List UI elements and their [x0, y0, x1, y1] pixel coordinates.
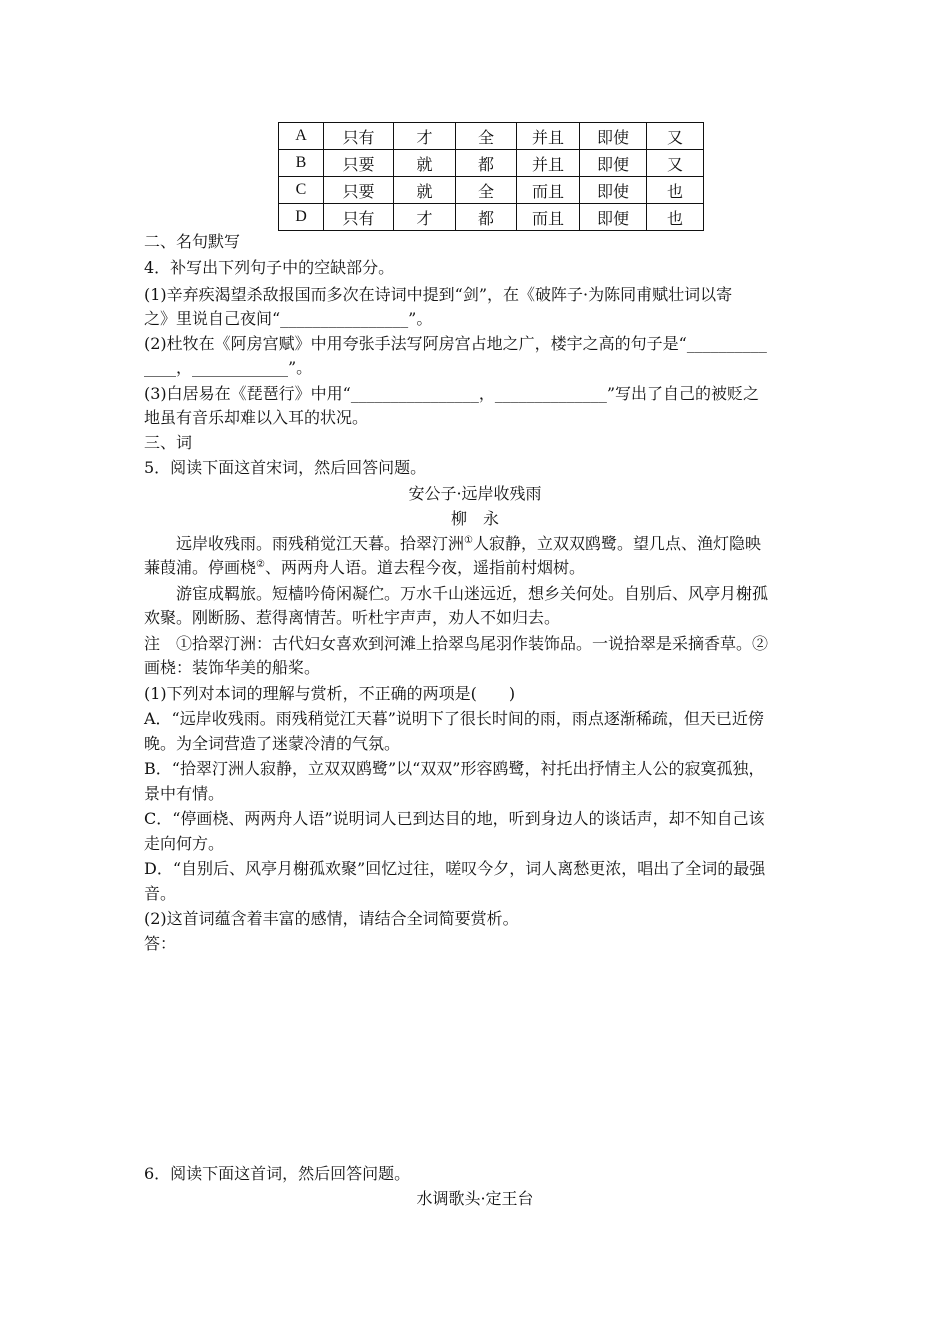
question-5-2: (2)这首词蕴含着丰富的感情，请结合全词简要赏析。	[144, 909, 519, 928]
note-line1: 注 ①拾翠汀洲：古代妇女喜欢到河滩上拾翠鸟尾羽作装饰品。一说拾翠是采摘香草。②	[144, 634, 769, 653]
question-6: 6．阅读下面这首词，然后回答问题。	[144, 1164, 411, 1183]
table-cell: 而且	[517, 177, 580, 204]
poem-text: 蒹葭浦。停画桡	[144, 558, 257, 577]
option-letter-cell: B	[279, 150, 324, 177]
poem-stanza1-line2	[144, 558, 585, 578]
footnote-marker-1: ①	[464, 535, 473, 546]
table-cell: 全	[456, 123, 517, 150]
table-cell: 都	[456, 204, 517, 231]
option-c-line2: 走向何方。	[144, 834, 225, 853]
option-d-line2: 音。	[144, 884, 177, 903]
option-a-line1: A．“远岸收残雨。雨残稍觉江天暮”说明下了很长时间的雨，雨点逐渐稀疏，但天已近傍	[144, 709, 764, 728]
table-cell: 并且	[517, 150, 580, 177]
table-cell: 就	[394, 177, 456, 204]
table-row	[279, 123, 704, 150]
note-line2: 画桡：装饰华美的船桨。	[144, 658, 321, 677]
table-cell: 又	[647, 123, 704, 150]
poem-text: 、两两舟人语。道去程今夜，遥指前村烟树。	[264, 558, 585, 577]
table-cell: 才	[394, 204, 456, 231]
section-heading-3: 三、词	[144, 433, 193, 452]
question-4-2-line1: (2)杜牧在《阿房宫赋》中用夸张手法写阿房宫占地之广，楼宇之高的句子是“__________	[144, 334, 767, 353]
poem-title-2: 水调歌头·定王台	[416, 1189, 534, 1208]
question-5-1: (1)下列对本词的理解与赏析，不正确的两项是( )	[144, 684, 516, 703]
option-d-line1: D．“自别后、风亭月榭孤欢聚”回忆过往，嗟叹今夕，词人离愁更浓，唱出了全词的最强	[144, 859, 766, 878]
table-cell: 只要	[324, 150, 394, 177]
option-c-line1: C．“停画桡、两两舟人语”说明词人已到达目的地，听到身边人的谈话声，却不知自己该	[144, 809, 765, 828]
footnote-marker-2: ②	[256, 559, 265, 570]
question-4: 4．补写出下列句子中的空缺部分。	[144, 258, 395, 277]
table-cell: 而且	[517, 204, 580, 231]
table-cell: 即便	[580, 150, 647, 177]
option-b-line2: 景中有情。	[144, 784, 225, 803]
options-table	[278, 122, 704, 231]
poem-text: 远岸收残雨。雨残稍觉江天暮。拾翠汀洲	[176, 534, 465, 553]
table-row	[279, 150, 704, 177]
table-cell: 全	[456, 177, 517, 204]
table-cell: 也	[647, 204, 704, 231]
table-cell: 就	[394, 150, 456, 177]
poem-stanza1-line1	[176, 534, 761, 554]
table-row	[279, 204, 704, 231]
table-cell: 并且	[517, 123, 580, 150]
options-table-body	[279, 123, 704, 231]
poem-stanza2-line2: 欢聚。刚断肠、惹得离情苦。听杜宇声声，劝人不如归去。	[144, 608, 561, 627]
table-cell: 也	[647, 177, 704, 204]
question-4-2-line2: ____，____________”。	[144, 358, 313, 377]
question-4-3-line2: 地虽有音乐却难以入耳的状况。	[144, 408, 369, 427]
option-letter-cell: D	[279, 204, 324, 231]
table-cell: 即便	[580, 204, 647, 231]
question-4-1-line2: 之》里说自己夜间“________________”。	[144, 309, 433, 328]
poem-stanza2-line1: 游宦成羁旅。短樯吟倚闲凝伫。万水千山迷远近，想乡关何处。自别后、风亭月榭孤	[176, 584, 769, 603]
option-letter-cell: C	[279, 177, 324, 204]
option-b-line1: B．“拾翠汀洲人寂静，立双双鸥鹭”以“双双”形容鸥鹭，衬托出抒情主人公的寂寞孤独，	[144, 759, 765, 778]
table-cell: 都	[456, 150, 517, 177]
table-cell: 才	[394, 123, 456, 150]
table-cell: 只要	[324, 177, 394, 204]
question-4-1-line1: (1)辛弃疾渴望杀敌报国而多次在诗词中提到“剑”，在《破阵子·为陈同甫赋壮词以寄	[144, 285, 733, 304]
question-4-3-line1: (3)白居易在《琵琶行》中用“________________，______________”写出了自己的被贬之	[144, 384, 760, 403]
table-cell: 只有	[324, 204, 394, 231]
table-cell: 即使	[580, 177, 647, 204]
table-cell: 只有	[324, 123, 394, 150]
question-5: 5．阅读下面这首宋词，然后回答问题。	[144, 458, 427, 477]
poem-author: 柳 永	[450, 509, 499, 528]
option-a-line2: 晚。为全词营造了迷蒙冷清的气氛。	[144, 734, 401, 753]
table-cell: 又	[647, 150, 704, 177]
poem-title: 安公子·远岸收残雨	[408, 484, 542, 503]
section-heading-2: 二、名句默写	[144, 232, 241, 251]
answer-label: 答：	[144, 934, 177, 953]
option-letter-cell: A	[279, 123, 324, 150]
table-row	[279, 177, 704, 204]
poem-text: 人寂静，立双双鸥鹭。望几点、渔灯隐映	[472, 534, 761, 553]
table-cell: 即使	[580, 123, 647, 150]
